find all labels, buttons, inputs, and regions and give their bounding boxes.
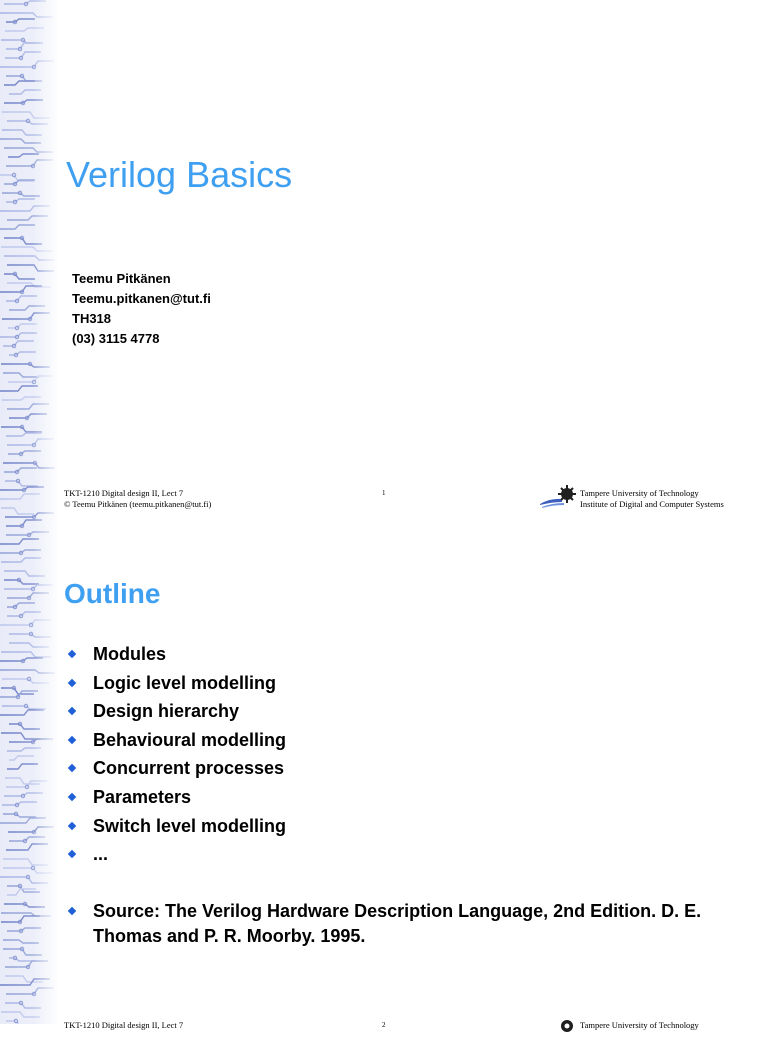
slide-footer	[64, 488, 754, 514]
university-logo-icon	[540, 484, 580, 510]
slide-1	[0, 0, 768, 512]
slide-2	[0, 512, 768, 1030]
diamond-bullet-icon	[68, 850, 76, 858]
list-item: Modules	[66, 641, 286, 670]
contact-info	[72, 269, 211, 349]
diamond-bullet-icon	[68, 764, 76, 772]
list-item: Design hierarchy	[66, 698, 286, 727]
footer-university: Tampere University of Technology	[580, 488, 699, 498]
footer-copyright: © Teemu Pitkänen (teemu.pitkanen@tut.fi)	[64, 499, 212, 509]
outline-list	[66, 641, 286, 870]
author-email: Teemu.pitkanen@tut.fi	[72, 291, 211, 306]
page-number: 1	[382, 489, 386, 497]
list-item: Switch level modelling	[66, 813, 286, 842]
list-item: Concurrent processes	[66, 755, 286, 784]
list-item: Logic level modelling	[66, 670, 286, 699]
footer-course: TKT-1210 Digital design II, Lect 7	[64, 488, 184, 498]
outline-title: Outline	[64, 578, 161, 609]
source-citation	[66, 899, 706, 949]
page-number: 2	[382, 1021, 386, 1029]
list-item: ...	[66, 841, 286, 870]
slide-title: Verilog Basics	[66, 154, 293, 195]
author-phone: (03) 3115 4778	[72, 331, 160, 346]
diamond-bullet-icon	[68, 793, 76, 801]
author-room: TH318	[72, 311, 112, 326]
diamond-bullet-icon	[68, 821, 76, 829]
diamond-bullet-icon	[68, 678, 76, 686]
diamond-bullet-icon	[68, 736, 76, 744]
diamond-bullet-icon	[68, 707, 76, 715]
diamond-bullet-icon	[68, 650, 76, 658]
author-name: Teemu Pitkänen	[72, 271, 171, 286]
footer-course: TKT-1210 Digital design II, Lect 7	[64, 1020, 184, 1030]
university-logo-icon	[540, 1016, 580, 1042]
list-item: Behavioural modelling	[66, 727, 286, 756]
footer-right	[580, 488, 724, 510]
footer-institute: Institute of Digital and Computer Systems	[580, 499, 724, 509]
diamond-bullet-icon	[68, 907, 76, 915]
list-item: Source: The Verilog Hardware Description Language, 2nd Edition. D. E. Thomas and P. R. Moorby. 1995.	[66, 899, 706, 949]
footer-university: Tampere University of Technology	[580, 1020, 699, 1030]
footer-left	[64, 488, 211, 510]
list-item: Parameters	[66, 784, 286, 813]
